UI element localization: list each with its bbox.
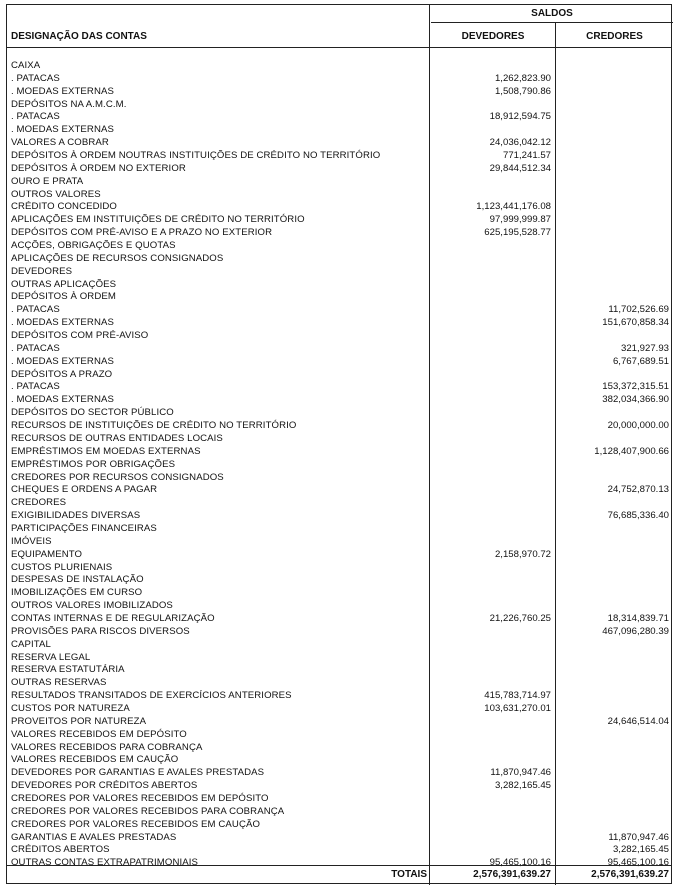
devedores-value: 18,912,594.75 <box>489 111 551 123</box>
devedores-value: 21,226,760.25 <box>489 612 551 624</box>
account-name: VALORES A COBRAR <box>11 137 109 149</box>
table-row <box>7 574 671 587</box>
account-name: CREDORES POR VALORES RECEBIDOS EM CAUÇÃO <box>11 818 261 830</box>
account-name: . PATACAS <box>11 342 60 354</box>
devedores-value: 625,195,528.77 <box>484 227 551 239</box>
table-row <box>7 484 671 497</box>
account-name: CAPITAL <box>11 638 51 650</box>
table-row <box>7 536 671 549</box>
table-row <box>7 150 671 163</box>
table-row <box>7 652 671 665</box>
account-name: VALORES RECEBIDOS EM DEPÓSITO <box>11 728 187 740</box>
account-name: DEVEDORES POR CRÉDITOS ABERTOS <box>11 780 198 792</box>
account-name: . MOEDAS EXTERNAS <box>11 317 114 329</box>
table-row <box>7 844 671 857</box>
account-name: . PATACAS <box>11 304 60 316</box>
account-name: . MOEDAS EXTERNAS <box>11 394 114 406</box>
account-name: . PATACAS <box>11 72 60 84</box>
devedores-value: 29,844,512.34 <box>489 162 551 174</box>
table-row <box>7 330 671 343</box>
devedores-value: 3,282,165.45 <box>494 780 551 792</box>
devedores-value: 24,036,042.12 <box>489 137 551 149</box>
account-name: PROVEITOS POR NATUREZA <box>11 715 147 727</box>
devedores-value: 103,631,270.01 <box>484 702 551 714</box>
account-name: . MOEDAS EXTERNAS <box>11 85 114 97</box>
credores-value: 24,752,870.13 <box>607 484 669 496</box>
credores-value: 6,767,689.51 <box>612 355 669 367</box>
table-row <box>7 819 671 832</box>
account-name: . MOEDAS EXTERNAS <box>11 124 114 136</box>
account-name: VALORES RECEBIDOS PARA COBRANÇA <box>11 741 203 753</box>
account-name: VALORES RECEBIDOS EM CAUÇÃO <box>11 754 179 766</box>
credores-value: 11,870,947.46 <box>608 831 669 843</box>
credores-value: 3,282,165.45 <box>612 844 669 856</box>
table-row <box>7 201 671 214</box>
account-name: DESPESAS DE INSTALAÇÃO <box>11 574 144 586</box>
account-name: CRÉDITO CONCEDIDO <box>11 201 117 213</box>
totals-credores: 2,576,391,639.27 <box>591 869 669 880</box>
table-row <box>7 664 671 677</box>
devedores-value: 771,241.57 <box>502 150 551 162</box>
table-row <box>7 549 671 562</box>
devedores-value: 1,262,823.90 <box>494 72 551 84</box>
table-row <box>7 60 671 73</box>
devedores-value: 2,158,970.72 <box>494 548 551 560</box>
account-name: DEVEDORES POR GARANTIAS E AVALES PRESTADAS <box>11 767 265 779</box>
table-row <box>7 600 671 613</box>
account-name: EMPRÉSTIMOS EM MOEDAS EXTERNAS <box>11 445 201 457</box>
credores-value: 382,034,366.90 <box>602 394 669 406</box>
devedores-header: DEVEDORES <box>461 31 525 42</box>
devedores-value: 97,999,999.87 <box>489 214 551 226</box>
table-row <box>7 304 671 317</box>
account-name: IMÓVEIS <box>11 535 52 547</box>
account-name: RESERVA ESTATUTÁRIA <box>11 664 125 676</box>
table-row <box>7 240 671 253</box>
credores-value: 11,702,526.69 <box>608 304 669 316</box>
account-name: PROVISÕES PARA RISCOS DIVERSOS <box>11 625 190 637</box>
table-row <box>7 690 671 703</box>
table-row <box>7 279 671 292</box>
account-name: OUTROS VALORES <box>11 188 101 200</box>
table-row <box>7 497 671 510</box>
account-name: . PATACAS <box>11 111 60 123</box>
table-row <box>7 510 671 523</box>
devedores-value: 415,783,714.97 <box>484 690 551 702</box>
account-name: RESERVA LEGAL <box>11 651 91 663</box>
table-row <box>7 639 671 652</box>
credores-value: 321,927.93 <box>620 342 669 354</box>
devedores-value: 1,508,790.86 <box>494 85 551 97</box>
table-row <box>7 356 671 369</box>
table-row <box>7 343 671 356</box>
account-name: RECURSOS DE INSTITUIÇÕES DE CRÉDITO NO TERRITÓRIO <box>11 420 297 432</box>
account-name: EMPRÉSTIMOS POR OBRIGAÇÕES <box>11 458 176 470</box>
account-name: CREDORES POR VALORES RECEBIDOS EM DEPÓSITO <box>11 792 269 804</box>
credores-value: 95,465,100.16 <box>607 857 669 869</box>
account-name: RECURSOS DE OUTRAS ENTIDADES LOCAIS <box>11 432 223 444</box>
account-name: DEPÓSITOS À ORDEM <box>11 291 116 303</box>
table-row <box>7 214 671 227</box>
credores-value: 18,314,839.71 <box>607 612 669 624</box>
account-name: CRÉDITOS ABERTOS <box>11 844 110 856</box>
table-row <box>7 472 671 485</box>
designacao-header: DESIGNAÇÃO DAS CONTAS <box>11 31 147 42</box>
devedores-value: 11,870,947.46 <box>490 767 551 779</box>
table-row <box>7 381 671 394</box>
table-row <box>7 767 671 780</box>
table-row <box>7 626 671 639</box>
table-row <box>7 780 671 793</box>
table-row <box>7 407 671 420</box>
table-row <box>7 99 671 112</box>
totals-label: TOTAIS <box>391 869 427 880</box>
table-row <box>7 369 671 382</box>
balance-sheet-table <box>6 4 672 884</box>
account-name: ACÇÕES, OBRIGAÇÕES E QUOTAS <box>11 240 176 252</box>
account-name: APLICAÇÕES EM INSTITUIÇÕES DE CRÉDITO NO TERRITÓRIO <box>11 214 305 226</box>
table-row <box>7 73 671 86</box>
table-row <box>7 227 671 240</box>
table-row <box>7 832 671 845</box>
account-name: DEPÓSITOS NA A.M.C.M. <box>11 98 127 110</box>
table-row <box>7 587 671 600</box>
table-row <box>7 742 671 755</box>
account-name: DEVEDORES <box>11 265 73 277</box>
table-row <box>7 433 671 446</box>
account-name: DEPÓSITOS COM PRÉ-AVISO E A PRAZO NO EXTERIOR <box>11 227 273 239</box>
table-row <box>7 394 671 407</box>
table-row <box>7 124 671 137</box>
account-name: DEPÓSITOS DO SECTOR PÚBLICO <box>11 407 174 419</box>
saldos-header: SALDOS <box>431 5 673 23</box>
table-row <box>7 459 671 472</box>
table-row <box>7 253 671 266</box>
table-row <box>7 703 671 716</box>
account-name: OURO E PRATA <box>11 175 84 187</box>
table-row <box>7 806 671 819</box>
totals-devedores: 2,576,391,639.27 <box>473 869 551 880</box>
account-name: CHEQUES E ORDENS A PAGAR <box>11 484 158 496</box>
account-name: APLICAÇÕES DE RECURSOS CONSIGNADOS <box>11 252 224 264</box>
table-row <box>7 86 671 99</box>
account-name: DEPÓSITOS À ORDEM NO EXTERIOR <box>11 162 186 174</box>
account-name: EQUIPAMENTO <box>11 548 83 560</box>
table-row <box>7 729 671 742</box>
devedores-value: 95,465,100.16 <box>489 857 551 869</box>
account-name: CONTAS INTERNAS E DE REGULARIZAÇÃO <box>11 612 215 624</box>
account-name: CREDORES <box>11 497 67 509</box>
account-name: DEPÓSITOS COM PRÉ-AVISO <box>11 330 149 342</box>
account-name: PARTICIPAÇÕES FINANCEIRAS <box>11 522 157 534</box>
account-name: DEPÓSITOS À ORDEM NOUTRAS INSTITUIÇÕES DE CRÉDITO NO TERRITÓRIO <box>11 150 381 162</box>
credores-value: 1,128,407,900.66 <box>594 445 669 457</box>
credores-value: 24,646,514.04 <box>607 715 669 727</box>
credores-value: 153,372,315.51 <box>602 381 669 393</box>
account-name: OUTROS VALORES IMOBILIZADOS <box>11 600 173 612</box>
table-row <box>7 163 671 176</box>
account-name: CAIXA <box>11 60 41 71</box>
table-row <box>7 677 671 690</box>
account-rows <box>7 60 671 870</box>
table-row <box>7 613 671 626</box>
table-row <box>7 446 671 459</box>
table-row <box>7 523 671 536</box>
account-name: CREDORES POR RECURSOS CONSIGNADOS <box>11 471 224 483</box>
credores-header: CREDORES <box>586 31 643 42</box>
account-name: EXIGIBILIDADES DIVERSAS <box>11 510 141 522</box>
account-name: RESULTADOS TRANSITADOS DE EXERCÍCIOS ANTERIORES <box>11 690 292 702</box>
account-name: OUTRAS RESERVAS <box>11 677 107 689</box>
header-divider <box>7 47 671 48</box>
table-row <box>7 716 671 729</box>
table-row <box>7 176 671 189</box>
devedores-value: 1,123,441,176.08 <box>476 201 551 213</box>
credores-value: 76,685,336.40 <box>607 510 669 522</box>
table-row <box>7 562 671 575</box>
table-row <box>7 266 671 279</box>
account-name: OUTRAS APLICAÇÕES <box>11 278 117 290</box>
account-name: OUTRAS CONTAS EXTRAPATRIMONIAIS <box>11 857 198 869</box>
account-name: DEPÓSITOS A PRAZO <box>11 368 113 380</box>
credores-value: 20,000,000.00 <box>607 420 669 432</box>
totals-row <box>7 865 671 884</box>
credores-value: 151,670,858.34 <box>602 317 669 329</box>
table-row <box>7 189 671 202</box>
account-name: IMOBILIZAÇÕES EM CURSO <box>11 587 143 599</box>
account-name: CUSTOS PLURIENAIS <box>11 561 113 573</box>
account-name: . MOEDAS EXTERNAS <box>11 355 114 367</box>
account-name: GARANTIAS E AVALES PRESTADAS <box>11 831 177 843</box>
account-name: . PATACAS <box>11 381 60 393</box>
account-name: CUSTOS POR NATUREZA <box>11 702 130 714</box>
table-row <box>7 317 671 330</box>
table-row <box>7 754 671 767</box>
account-name: CREDORES POR VALORES RECEBIDOS PARA COBRANÇA <box>11 805 285 817</box>
table-row <box>7 793 671 806</box>
credores-value: 467,096,280.39 <box>602 625 669 637</box>
table-row <box>7 111 671 124</box>
table-row <box>7 137 671 150</box>
table-row <box>7 420 671 433</box>
table-row <box>7 291 671 304</box>
